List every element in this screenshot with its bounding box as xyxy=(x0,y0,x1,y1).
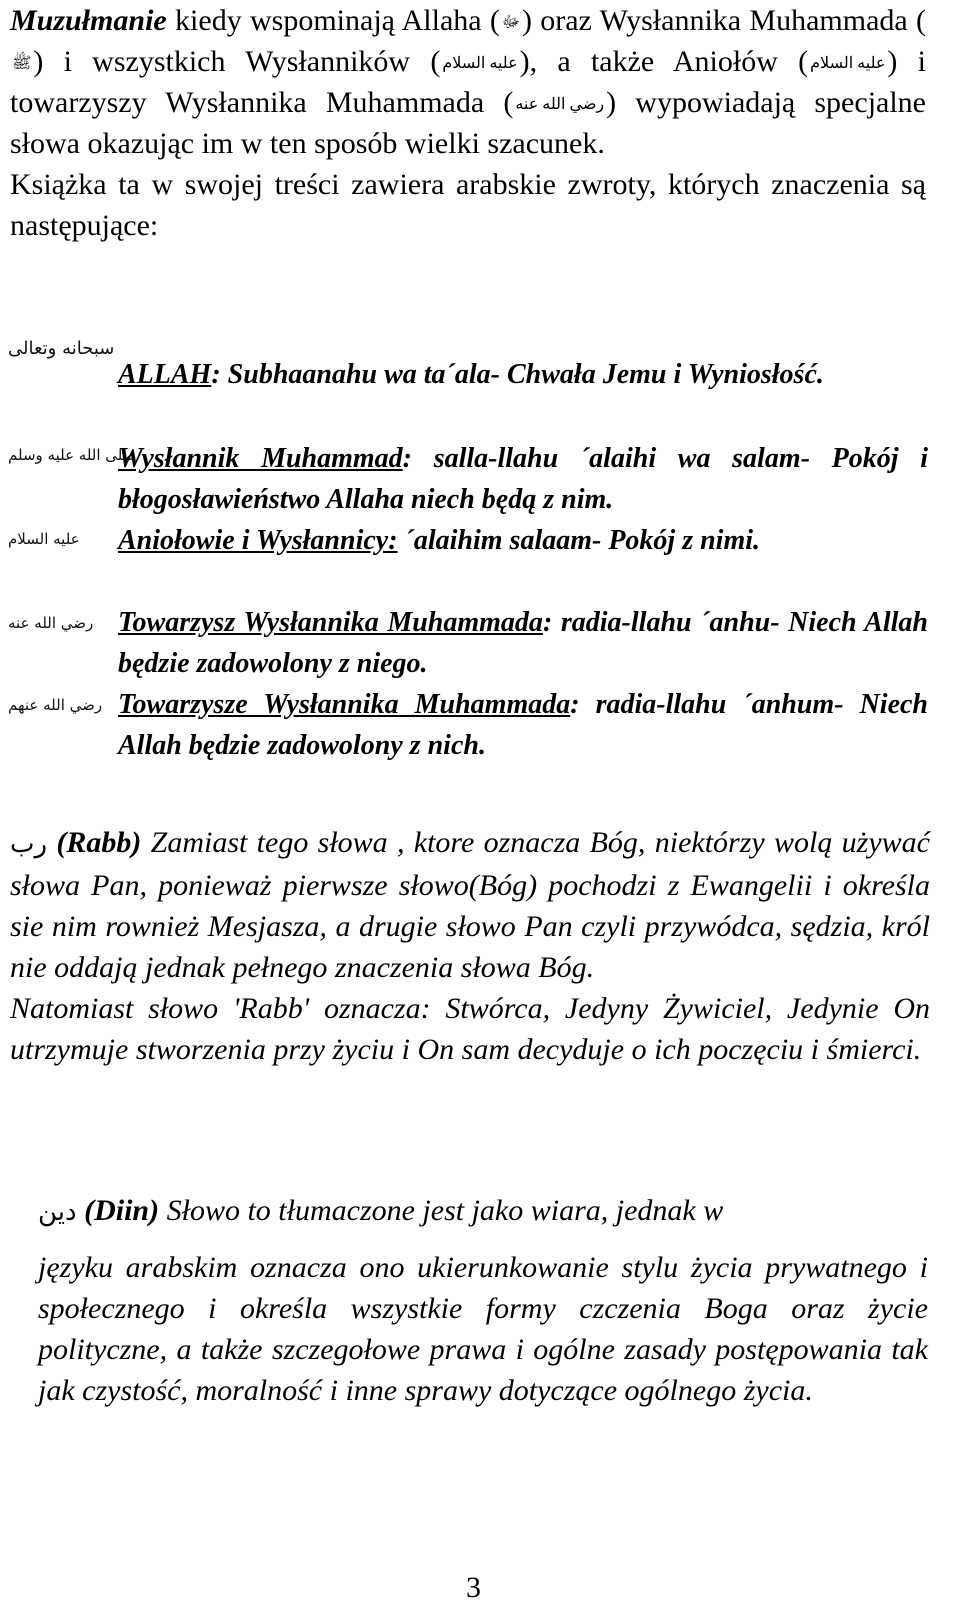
prophet-honorific-icon: ﷺ xyxy=(12,55,32,73)
glossary-definition: : radia-llahu ´anhum- Niech Allah będzie zadowolony z nich. xyxy=(118,689,928,761)
intro-text-6: ) wypowiadają specjalne słowa okazując im w ten sposób wielki szacunek. xyxy=(10,86,926,160)
glossary-definition: : Subhaanahu wa ta´ala- Chwała Jemu i Wyniosłość. xyxy=(211,359,824,390)
glossary-term: Towarzysz Wysłannika Muhammada xyxy=(118,607,543,638)
rabb-paragraph-2: Natomiast słowo 'Rabb' oznacza: Stwórca, Jedyny Żywiciel, Jedynie On utrzymuje stworzenia przy życiu i On sam decyduje o ich poczęciu i śmierci. xyxy=(10,992,930,1066)
intro-text-4: ), a także Aniołów ( xyxy=(519,45,809,78)
subhanahu-calligraphy-icon: سبحانه وتعالى xyxy=(8,338,115,359)
rabb-definition xyxy=(10,822,930,1070)
intro-text-3: ) i wszystkich Wysłanników ( xyxy=(33,45,441,78)
diin-text-1: Słowo to tłumaczone jest jako wiara, jednak w xyxy=(159,1194,724,1227)
intro-text-2: ) oraz Wysłannika Muhammada ( xyxy=(521,4,926,37)
glossary-term: ALLAH xyxy=(118,359,212,390)
glossary-definition: ´alaihim salaam- Pokój z nimi. xyxy=(397,525,761,556)
intro-text-5: ) i towarzyszy Wysłannika Muhammada ( xyxy=(10,45,926,119)
alaihi-salam-calligraphy-icon: عليه السلام xyxy=(8,530,80,548)
salla-allahu-calligraphy-icon: صلى الله عليه وسلم xyxy=(8,446,136,464)
intro-section xyxy=(10,0,926,246)
intro-paragraph xyxy=(10,0,926,164)
glossary-term: Aniołowie i Wysłannicy: xyxy=(118,525,398,556)
diin-label: (Diin) xyxy=(84,1194,160,1227)
rabb-text-1: Zamiast tego słowa , ktore oznacza Bóg, niektórzy wolą używać słowa Pan, ponieważ pierwsze słowo(Bóg) pochodzi z Ewangelii i określa sie nim rownież Mesjasza, a drugie słowo Pan czyli przywódca, sędzia, król nie oddają jednak pełnego znaczenia słowa Bóg. xyxy=(10,826,930,984)
allah-honorific-icon: ﷻ xyxy=(501,14,520,32)
radiallahu-anhum-calligraphy-icon: رضي الله عنهم xyxy=(8,696,103,714)
radiallahu-anhu-calligraphy-icon: رضي الله عنه xyxy=(8,614,94,632)
intro-paragraph-2: Książka ta w swojej treści zawiera arabskie zwroty, których znaczenia są następujące: xyxy=(10,168,926,242)
glossary-term: Wysłannik Muhammad xyxy=(118,443,403,474)
diin-paragraph-1 xyxy=(38,1190,928,1233)
rabb-arabic-word: رب xyxy=(10,829,48,859)
glossary-definition: : salla-llahu ´alaihi wa salam- Pokój i błogosławieństwo Allaha niech będą z nim. xyxy=(118,443,928,515)
intro-text-1: kiedy wspominają Allaha ( xyxy=(166,4,500,37)
angels-honorific-icon: عليه السلام xyxy=(810,55,886,73)
rabb-label: (Rabb) xyxy=(56,826,142,859)
glossary-definition: : radia-llahu ´anhu- Niech Allah będzie zadowolony z niego. xyxy=(118,607,928,679)
diin-paragraph-2: języku arabskim oznacza ono ukierunkowanie stylu życia prywatnego i społecznego i określa wszystkie formy czczenia Boga oraz życie polityczne, a także szczegołowe prawa i ogólne zasady postępowania tak jak czystość, moralność i inne sprawy dotyczące ogólnego życia. xyxy=(38,1251,928,1407)
diin-definition xyxy=(38,1190,928,1411)
glossary-term: Towarzysze Wysłannika Muhammada xyxy=(118,689,571,720)
glossary-text xyxy=(118,684,928,766)
rabb-paragraph-1 xyxy=(10,822,930,988)
intro-lead: Muzułmanie xyxy=(10,4,167,37)
page-number: 3 xyxy=(466,1571,481,1604)
messengers-honorific-icon: عليه السلام xyxy=(442,55,518,73)
glossary-text xyxy=(118,520,928,561)
companion-honorific-icon: رضي الله عنه xyxy=(515,96,605,114)
glossary-text xyxy=(118,354,928,395)
glossary-text xyxy=(118,602,928,684)
diin-arabic-word: دين xyxy=(38,1197,77,1227)
glossary-text xyxy=(118,438,928,520)
